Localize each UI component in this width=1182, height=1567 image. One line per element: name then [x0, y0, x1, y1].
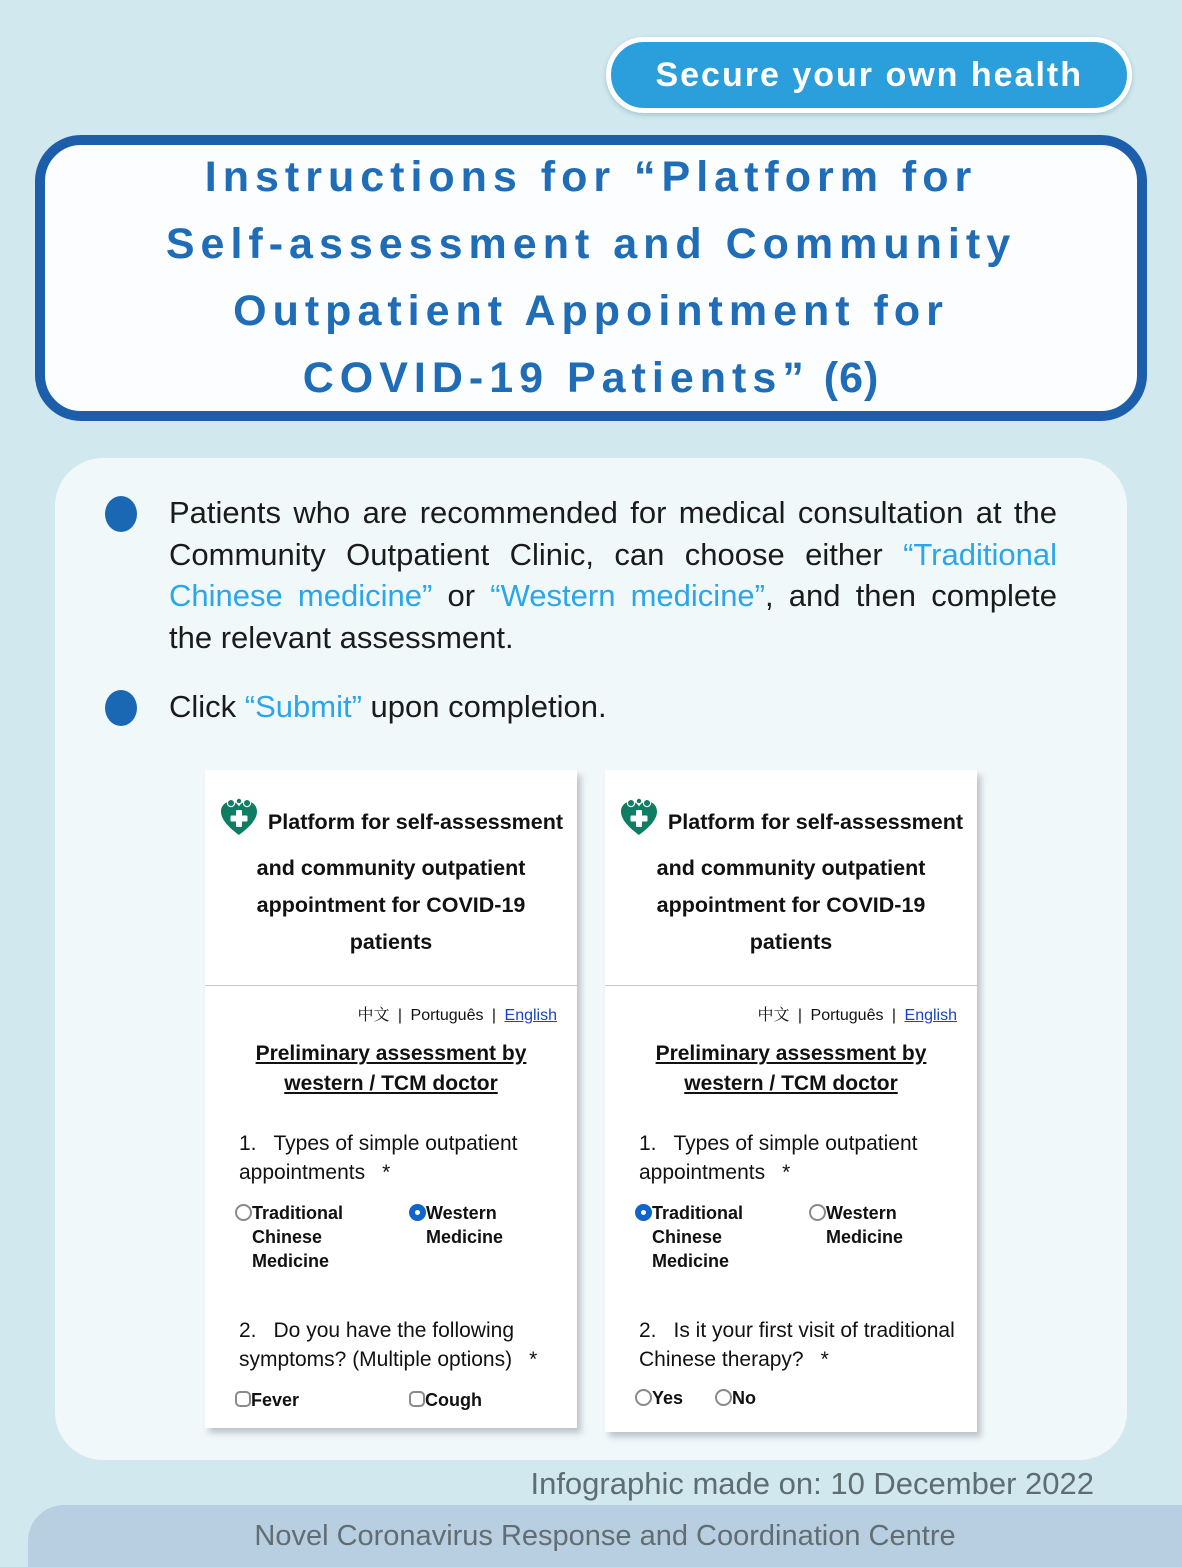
question-label: Is it your first visit of traditional Chinese therapy? [639, 1319, 955, 1371]
form-section-heading: Preliminary assessment by western / TCM doctor [655, 1042, 927, 1095]
question-label: Do you have the following symptoms? (Multiple options) [239, 1319, 515, 1371]
highlighted-phrase: “Submit” [244, 689, 362, 724]
bullet-item [105, 686, 1057, 728]
bullet-dot [105, 496, 137, 532]
badge-label: Secure your own health [655, 55, 1083, 94]
title-line: Self-assessment and Community [165, 220, 1017, 268]
option-group [635, 1201, 967, 1286]
instruction-panel [55, 458, 1127, 1460]
required-asterisk: * [820, 1348, 829, 1371]
radio-option[interactable] [809, 1201, 967, 1249]
highlighted-phrase: “Western medicine” [490, 578, 765, 613]
required-asterisk: * [782, 1161, 791, 1184]
lang-english[interactable]: English [504, 1007, 557, 1024]
question-number: 2. [239, 1319, 257, 1342]
question-number: 1. [239, 1132, 257, 1155]
required-asterisk: * [529, 1348, 538, 1371]
footer-band [28, 1505, 1182, 1567]
form-title [205, 770, 577, 985]
option-label: Fever [251, 1390, 300, 1410]
option-label: Western Medicine [826, 1203, 904, 1247]
form-screenshot-card [605, 770, 977, 1432]
lang-separator: | [487, 1007, 501, 1024]
checkbox-option[interactable] [409, 1425, 567, 1428]
form-title-text: Platform for self-assessment and community outpatient appointment for COVID-19 patients [656, 810, 964, 954]
option-column [809, 1201, 967, 1286]
title-box [35, 135, 1147, 421]
lang-separator: | [793, 1007, 807, 1024]
lang-chinese[interactable]: 中文 [357, 1007, 390, 1024]
option-column [409, 1388, 567, 1428]
radio-option[interactable] [715, 1386, 756, 1410]
option-group [235, 1388, 567, 1428]
question-label: Types of simple outpatient appointments [239, 1132, 518, 1184]
form-title [605, 770, 977, 985]
lang-separator: | [887, 1007, 901, 1024]
question-text [239, 1316, 561, 1374]
lang-portuguese[interactable]: Português [410, 1007, 484, 1024]
option-label: Western Medicine [426, 1203, 504, 1247]
checkbox-option[interactable] [235, 1425, 395, 1428]
health-slogan-badge [606, 37, 1132, 113]
lang-separator: | [393, 1007, 407, 1024]
title-line [45, 345, 1137, 412]
radio-icon[interactable] [635, 1389, 652, 1406]
form-section-heading: Preliminary assessment by western / TCM doctor [255, 1042, 527, 1095]
radio-option[interactable] [635, 1201, 795, 1273]
text-segment: or [432, 578, 491, 613]
bullet-list [55, 458, 1127, 728]
required-asterisk: * [382, 1161, 391, 1184]
lang-english[interactable]: English [904, 1007, 957, 1024]
option-group [635, 1386, 967, 1423]
text-segment: Patients who are recommended for medical consultation at the Community Outpatient Clinic, can choose either [169, 495, 1057, 572]
option-label: Cough [425, 1390, 482, 1410]
option-label: No [732, 1388, 757, 1408]
radio-option[interactable] [409, 1201, 567, 1249]
option-label: Traditional Chinese Medicine [252, 1203, 344, 1271]
text-segment: Click [169, 689, 245, 724]
checkbox-icon[interactable] [409, 1391, 425, 1407]
form-screenshot-card [205, 770, 577, 1428]
checkbox-option[interactable] [235, 1388, 395, 1412]
text-segment: upon completion. [361, 689, 607, 724]
infographic-date: Infographic made on: 10 December 2022 [530, 1466, 1094, 1501]
title-line: Instructions for “Platform for [204, 153, 978, 201]
checkbox-icon[interactable] [235, 1391, 251, 1407]
form-title-text: Platform for self-assessment and community outpatient appointment for COVID-19 patients [256, 810, 564, 954]
title-line: Outpatient Appointment for [233, 287, 949, 335]
radio-option[interactable] [635, 1386, 683, 1410]
text-segment: , and then complete the relevant assessment. [169, 578, 1058, 655]
option-label: Traditional Chinese Medicine [652, 1203, 744, 1271]
bullet-dot [105, 690, 137, 726]
radio-option[interactable] [235, 1201, 395, 1273]
option-label: Yes [652, 1388, 684, 1408]
language-switcher [205, 985, 577, 1033]
option-column [409, 1201, 567, 1286]
radio-icon[interactable] [809, 1204, 826, 1221]
checkbox-option[interactable] [409, 1388, 567, 1412]
question-text [639, 1316, 961, 1374]
page-number: (6) [823, 354, 880, 402]
radio-selected-icon[interactable] [635, 1204, 652, 1221]
option-group [235, 1201, 567, 1286]
question-text [639, 1129, 961, 1187]
health-heart-icon [619, 798, 659, 850]
health-heart-icon [219, 798, 259, 850]
bullet-text [169, 492, 1057, 658]
language-switcher [605, 985, 977, 1033]
option-column [235, 1201, 395, 1286]
option-column [235, 1388, 395, 1428]
bullet-text [169, 686, 1057, 728]
title-line-text: COVID-19 Patients” [302, 354, 810, 402]
option-label [425, 1425, 521, 1428]
footer-org-name: Novel Coronavirus Response and Coordination Centre [254, 1519, 956, 1552]
lang-chinese[interactable]: 中文 [757, 1007, 790, 1024]
radio-icon[interactable] [715, 1389, 732, 1406]
radio-selected-icon[interactable] [409, 1204, 426, 1221]
form-screenshots [205, 770, 977, 1432]
radio-icon[interactable] [235, 1204, 252, 1221]
question-text [239, 1129, 561, 1187]
question-number: 1. [639, 1132, 657, 1155]
lang-portuguese[interactable]: Português [810, 1007, 884, 1024]
bullet-item [105, 492, 1057, 658]
option-column [635, 1201, 795, 1286]
option-label [251, 1425, 395, 1428]
question-number: 2. [639, 1319, 657, 1342]
question-label: Types of simple outpatient appointments [639, 1132, 918, 1184]
highlighted-phrase: “Traditional Chinese medicine” [169, 536, 1057, 613]
